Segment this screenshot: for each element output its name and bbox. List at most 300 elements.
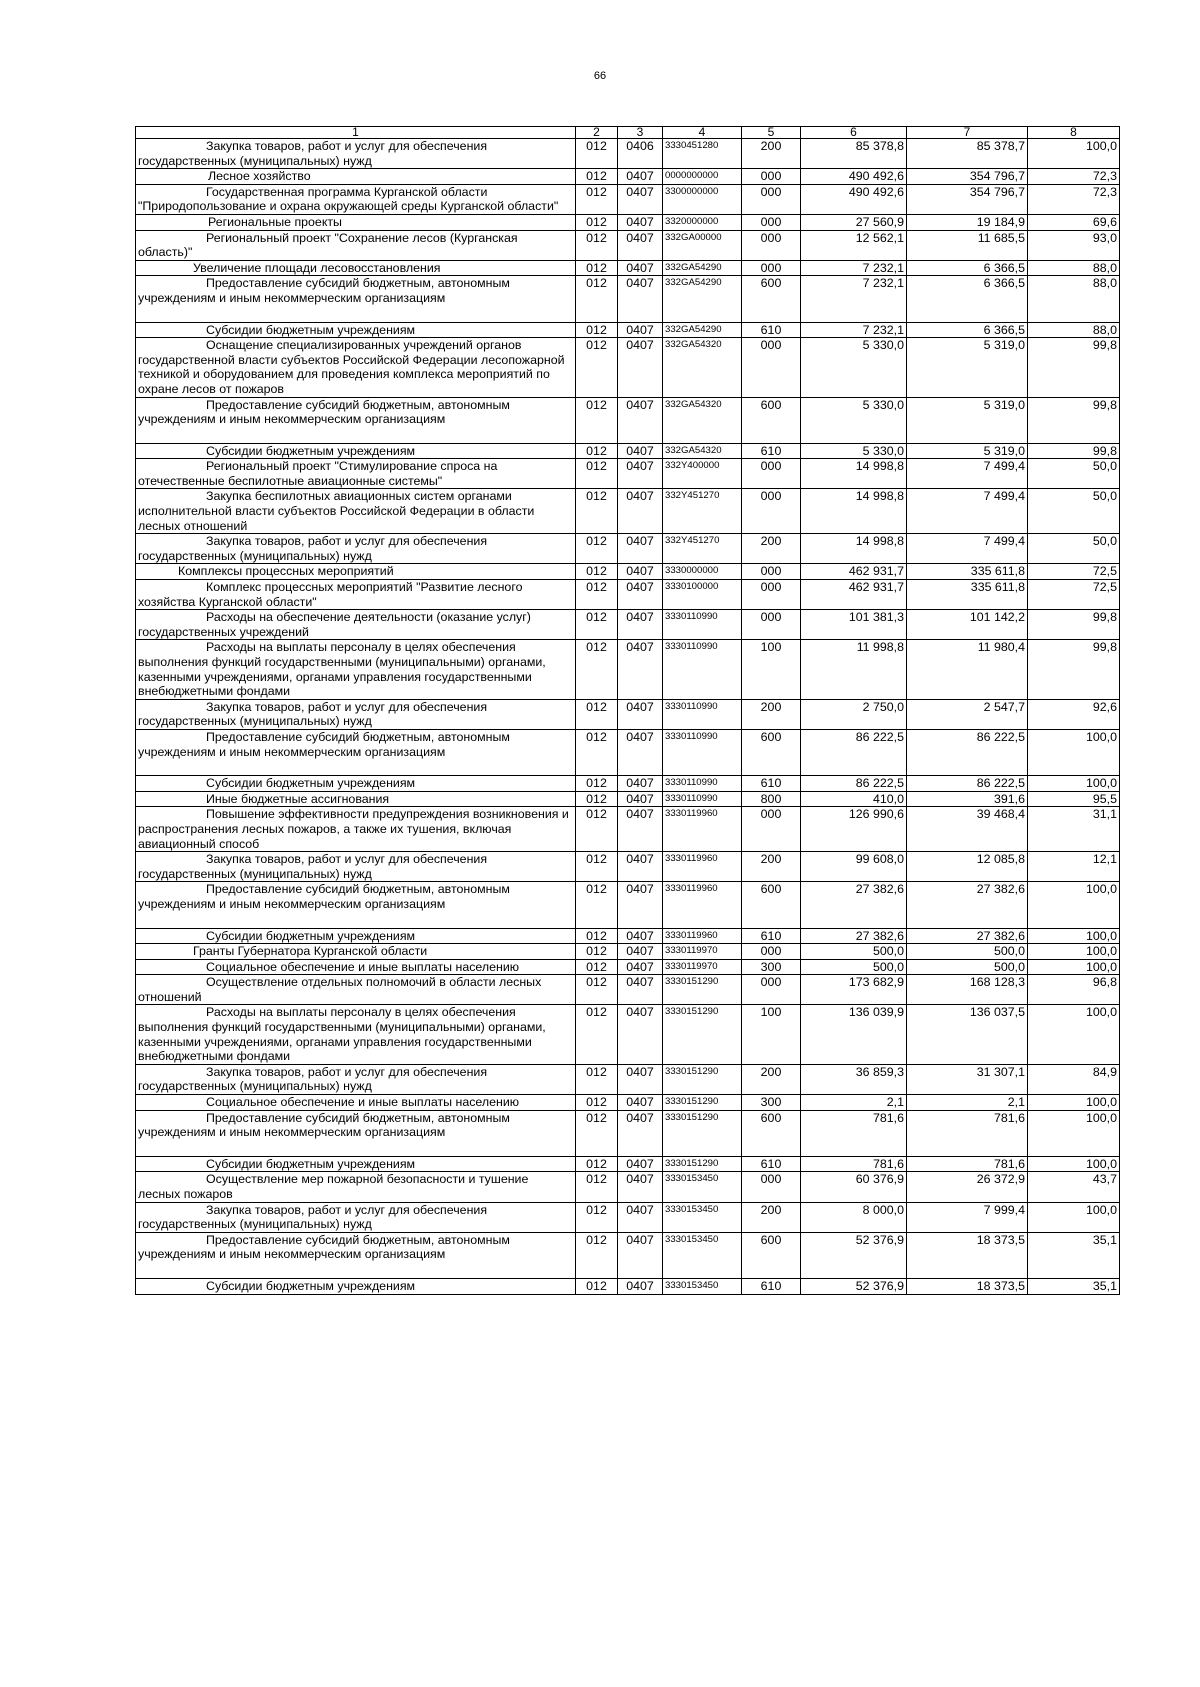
cell-c6: 52 376,9 [801, 1232, 907, 1278]
table-row [136, 534, 1120, 564]
cell-c8: 99,8 [1028, 397, 1120, 443]
cell-spacer [138, 306, 573, 322]
row-name-cell [136, 139, 576, 169]
table-row [136, 139, 1120, 169]
cell-c2: 012 [576, 338, 618, 397]
cell-c3: 0407 [618, 338, 663, 397]
cell-c5: 610 [742, 776, 801, 792]
cell-c2: 012 [576, 184, 618, 214]
table-row [136, 640, 1120, 699]
cell-c4: 3330451280 [663, 139, 742, 169]
row-name-cell [136, 882, 576, 928]
cell-c5: 200 [742, 852, 801, 882]
cell-c4: 3330110990 [663, 791, 742, 807]
cell-c5: 600 [742, 276, 801, 322]
cell-c6: 86 222,5 [801, 776, 907, 792]
cell-c4: 332Y451270 [663, 489, 742, 534]
cell-c3: 0407 [618, 1202, 663, 1232]
cell-c5: 000 [742, 610, 801, 640]
row-name-cell [136, 230, 576, 260]
cell-c7: 86 222,5 [907, 776, 1028, 792]
row-name-cell [136, 729, 576, 775]
row-name: Комплексы процессных мероприятий [178, 564, 394, 579]
row-name-cell [136, 959, 576, 975]
cell-c5: 610 [742, 928, 801, 944]
row-name-cell [136, 791, 576, 807]
cell-c5: 600 [742, 397, 801, 443]
cell-c4: 332GA54320 [663, 443, 742, 459]
cell-c7: 168 128,3 [907, 975, 1028, 1005]
cell-c6: 52 376,9 [801, 1278, 907, 1294]
row-name-cell [136, 1005, 576, 1064]
cell-c3: 0407 [618, 1232, 663, 1278]
cell-c2: 012 [576, 169, 618, 185]
cell-c3: 0407 [618, 791, 663, 807]
cell-c5: 300 [742, 959, 801, 975]
cell-c3: 0407 [618, 1095, 663, 1111]
cell-spacer [138, 1140, 573, 1156]
cell-c6: 2 750,0 [801, 699, 907, 729]
cell-c4: 3330151290 [663, 1064, 742, 1094]
row-name: Расходы на обеспечение деятельности (оказание услуг) государственных учреждений [138, 610, 531, 639]
cell-c5: 000 [742, 338, 801, 397]
cell-c4: 3330110990 [663, 699, 742, 729]
cell-c8: 100,0 [1028, 882, 1120, 928]
cell-c7: 136 037,5 [907, 1005, 1028, 1064]
row-name-cell [136, 489, 576, 534]
column-header: 2 [576, 127, 618, 139]
cell-c4: 3330100000 [663, 580, 742, 610]
row-name-cell [136, 214, 576, 230]
cell-c3: 0407 [618, 699, 663, 729]
cell-c2: 012 [576, 214, 618, 230]
column-header: 5 [742, 127, 801, 139]
cell-c8: 88,0 [1028, 260, 1120, 276]
cell-c5: 000 [742, 975, 801, 1005]
cell-c8: 50,0 [1028, 459, 1120, 489]
cell-c2: 012 [576, 1005, 618, 1064]
row-name-cell [136, 580, 576, 610]
cell-c3: 0407 [618, 1156, 663, 1172]
table-row [136, 214, 1120, 230]
cell-c7: 11 980,4 [907, 640, 1028, 699]
cell-c2: 012 [576, 489, 618, 534]
cell-c3: 0407 [618, 260, 663, 276]
cell-c4: 332Y400000 [663, 459, 742, 489]
cell-c5: 000 [742, 807, 801, 852]
cell-c5: 000 [742, 260, 801, 276]
cell-c8: 88,0 [1028, 322, 1120, 338]
cell-c4: 332GA54290 [663, 276, 742, 322]
row-name-cell [136, 1110, 576, 1156]
cell-c6: 27 560,9 [801, 214, 907, 230]
cell-c4: 3330000000 [663, 564, 742, 580]
cell-c3: 0407 [618, 975, 663, 1005]
cell-c8: 35,1 [1028, 1232, 1120, 1278]
cell-c6: 5 330,0 [801, 397, 907, 443]
cell-c2: 012 [576, 139, 618, 169]
row-name-cell [136, 1064, 576, 1094]
cell-c8: 96,8 [1028, 975, 1120, 1005]
row-name: Осуществление отдельных полномочий в области лесных отношений [138, 975, 542, 1004]
cell-c5: 000 [742, 214, 801, 230]
cell-c4: 3320000000 [663, 214, 742, 230]
row-name-cell [136, 1172, 576, 1202]
cell-c2: 012 [576, 230, 618, 260]
cell-c3: 0407 [618, 776, 663, 792]
cell-c8: 100,0 [1028, 1005, 1120, 1064]
cell-c5: 200 [742, 699, 801, 729]
cell-c3: 0407 [618, 214, 663, 230]
cell-c4: 3300000000 [663, 184, 742, 214]
cell-c5: 100 [742, 1005, 801, 1064]
table-row [136, 791, 1120, 807]
table-row [136, 1278, 1120, 1294]
cell-c7: 6 366,5 [907, 260, 1028, 276]
cell-spacer [138, 427, 573, 443]
cell-c8: 100,0 [1028, 1156, 1120, 1172]
cell-c3: 0407 [618, 230, 663, 260]
cell-c7: 781,6 [907, 1156, 1028, 1172]
row-name-cell [136, 443, 576, 459]
cell-c3: 0407 [618, 459, 663, 489]
cell-c6: 5 330,0 [801, 443, 907, 459]
cell-c2: 012 [576, 580, 618, 610]
cell-c4: 3330151290 [663, 1005, 742, 1064]
cell-c6: 27 382,6 [801, 928, 907, 944]
cell-c6: 781,6 [801, 1156, 907, 1172]
cell-c5: 000 [742, 169, 801, 185]
row-name: Предоставление субсидий бюджетным, автономным учреждениям и иным некоммерческим организациям [138, 1110, 510, 1140]
cell-c3: 0407 [618, 1064, 663, 1094]
cell-c8: 50,0 [1028, 534, 1120, 564]
cell-c6: 781,6 [801, 1110, 907, 1156]
table-row [136, 169, 1120, 185]
cell-c7: 5 319,0 [907, 338, 1028, 397]
cell-c4: 3330151290 [663, 1110, 742, 1156]
cell-c4: 3330110990 [663, 640, 742, 699]
table-row [136, 699, 1120, 729]
row-name-cell [136, 944, 576, 960]
row-name-cell [136, 169, 576, 185]
cell-c6: 99 608,0 [801, 852, 907, 882]
cell-c4: 0000000000 [663, 169, 742, 185]
table-row [136, 1232, 1120, 1278]
cell-c7: 391,6 [907, 791, 1028, 807]
cell-c6: 2,1 [801, 1095, 907, 1111]
cell-c5: 200 [742, 1064, 801, 1094]
cell-c3: 0407 [618, 944, 663, 960]
cell-c7: 6 366,5 [907, 276, 1028, 322]
cell-c5: 200 [742, 139, 801, 169]
row-name-cell [136, 1202, 576, 1232]
row-name-cell [136, 610, 576, 640]
cell-c5: 100 [742, 640, 801, 699]
table-row [136, 882, 1120, 928]
row-name: Субсидии бюджетным учреждениям [206, 322, 416, 337]
cell-c2: 012 [576, 640, 618, 699]
table-row [136, 489, 1120, 534]
cell-c4: 3330119960 [663, 852, 742, 882]
cell-c2: 012 [576, 322, 618, 338]
row-name-cell [136, 975, 576, 1005]
cell-c8: 100,0 [1028, 1095, 1120, 1111]
cell-c2: 012 [576, 928, 618, 944]
cell-c8: 100,0 [1028, 139, 1120, 169]
cell-c7: 7 499,4 [907, 489, 1028, 534]
cell-c5: 000 [742, 564, 801, 580]
cell-c8: 84,9 [1028, 1064, 1120, 1094]
cell-c6: 60 376,9 [801, 1172, 907, 1202]
column-header: 1 [136, 127, 576, 139]
row-name: Закупка товаров, работ и услуг для обеспечения государственных (муниципальных) нужд [138, 139, 488, 168]
row-name-cell [136, 699, 576, 729]
cell-c3: 0407 [618, 640, 663, 699]
cell-c4: 3330151290 [663, 1156, 742, 1172]
table-row [136, 322, 1120, 338]
cell-c5: 000 [742, 489, 801, 534]
cell-c5: 000 [742, 580, 801, 610]
cell-c3: 0407 [618, 1110, 663, 1156]
cell-c5: 600 [742, 1110, 801, 1156]
table-row [136, 1156, 1120, 1172]
cell-c2: 012 [576, 564, 618, 580]
cell-c7: 26 372,9 [907, 1172, 1028, 1202]
cell-c2: 012 [576, 443, 618, 459]
row-name: Закупка товаров, работ и услуг для обеспечения государственных (муниципальных) нужд [138, 1064, 488, 1094]
row-name: Предоставление субсидий бюджетным, автономным учреждениям и иным некоммерческим организациям [138, 397, 510, 427]
cell-c8: 100,0 [1028, 944, 1120, 960]
cell-spacer [138, 759, 573, 775]
cell-c2: 012 [576, 729, 618, 775]
cell-c5: 000 [742, 184, 801, 214]
cell-c4: 3330110990 [663, 776, 742, 792]
cell-c6: 410,0 [801, 791, 907, 807]
cell-c7: 2 547,7 [907, 699, 1028, 729]
cell-c2: 012 [576, 776, 618, 792]
cell-c7: 101 142,2 [907, 610, 1028, 640]
table-row [136, 975, 1120, 1005]
row-name: Региональный проект "Сохранение лесов (Курганская область)" [138, 230, 518, 260]
table-row [136, 807, 1120, 852]
cell-c2: 012 [576, 1095, 618, 1111]
cell-c8: 100,0 [1028, 928, 1120, 944]
row-name-cell [136, 807, 576, 852]
cell-c6: 86 222,5 [801, 729, 907, 775]
row-name-cell [136, 534, 576, 564]
row-name: Расходы на выплаты персоналу в целях обеспечения выполнения функций государственными (муниципальными) органами, казенными учреждениями, органами управления государственными внебюджетными фондами [138, 640, 546, 699]
cell-c7: 85 378,7 [907, 139, 1028, 169]
cell-c5: 600 [742, 1232, 801, 1278]
cell-c8: 92,6 [1028, 699, 1120, 729]
cell-c6: 462 931,7 [801, 580, 907, 610]
cell-c7: 500,0 [907, 959, 1028, 975]
cell-spacer [138, 912, 573, 928]
cell-c7: 354 796,7 [907, 169, 1028, 185]
table-row [136, 776, 1120, 792]
cell-c4: 332GA54320 [663, 397, 742, 443]
cell-c6: 500,0 [801, 959, 907, 975]
cell-c6: 7 232,1 [801, 260, 907, 276]
cell-c4: 3330119960 [663, 928, 742, 944]
cell-c8: 43,7 [1028, 1172, 1120, 1202]
cell-c7: 27 382,6 [907, 928, 1028, 944]
column-header: 3 [618, 127, 663, 139]
row-name: Региональные проекты [208, 214, 342, 229]
row-name-cell [136, 564, 576, 580]
cell-c3: 0407 [618, 610, 663, 640]
cell-c2: 012 [576, 397, 618, 443]
cell-c4: 3330153450 [663, 1278, 742, 1294]
row-name: Закупка товаров, работ и услуг для обеспечения государственных (муниципальных) нужд [138, 699, 488, 729]
cell-c4: 3330119970 [663, 944, 742, 960]
cell-c2: 012 [576, 276, 618, 322]
cell-c8: 99,8 [1028, 610, 1120, 640]
cell-c6: 126 990,6 [801, 807, 907, 852]
cell-c8: 95,5 [1028, 791, 1120, 807]
row-name-cell [136, 184, 576, 214]
cell-c6: 14 998,8 [801, 459, 907, 489]
cell-c8: 100,0 [1028, 1110, 1120, 1156]
cell-c7: 781,6 [907, 1110, 1028, 1156]
cell-c8: 72,3 [1028, 169, 1120, 185]
cell-c5: 000 [742, 230, 801, 260]
cell-c4: 3330151290 [663, 1095, 742, 1111]
cell-c2: 012 [576, 791, 618, 807]
cell-c7: 6 366,5 [907, 322, 1028, 338]
cell-c2: 012 [576, 459, 618, 489]
cell-c3: 0407 [618, 443, 663, 459]
table-header-row [136, 127, 1120, 139]
row-name-cell [136, 640, 576, 699]
row-name: Лесное хозяйство [208, 169, 311, 184]
cell-c6: 173 682,9 [801, 975, 907, 1005]
row-name: Субсидии бюджетным учреждениям [206, 776, 416, 791]
cell-c7: 354 796,7 [907, 184, 1028, 214]
row-name: Субсидии бюджетным учреждениям [206, 1156, 416, 1171]
cell-c7: 2,1 [907, 1095, 1028, 1111]
cell-c2: 012 [576, 1110, 618, 1156]
cell-c8: 12,1 [1028, 852, 1120, 882]
cell-c6: 101 381,3 [801, 610, 907, 640]
table-row [136, 564, 1120, 580]
cell-c7: 7 499,4 [907, 534, 1028, 564]
cell-c8: 99,8 [1028, 443, 1120, 459]
table-row [136, 276, 1120, 322]
cell-c3: 0407 [618, 729, 663, 775]
cell-c3: 0407 [618, 322, 663, 338]
cell-c8: 35,1 [1028, 1278, 1120, 1294]
table-row [136, 260, 1120, 276]
cell-c5: 610 [742, 1156, 801, 1172]
row-name-cell [136, 276, 576, 322]
row-name: Повышение эффективности предупреждения возникновения и распространения лесных пожаров, а также их тушения, включая авиационный способ [138, 807, 569, 851]
row-name: Предоставление субсидий бюджетным, автономным учреждениям и иным некоммерческим организациям [138, 882, 510, 911]
cell-c7: 7 999,4 [907, 1202, 1028, 1232]
cell-c4: 3330110990 [663, 729, 742, 775]
table-row [136, 1064, 1120, 1094]
table-row [136, 1095, 1120, 1111]
cell-c5: 600 [742, 729, 801, 775]
table-row [136, 729, 1120, 775]
table-row [136, 338, 1120, 397]
cell-c3: 0407 [618, 928, 663, 944]
row-name-cell [136, 776, 576, 792]
cell-c6: 27 382,6 [801, 882, 907, 928]
cell-c8: 88,0 [1028, 276, 1120, 322]
cell-c2: 012 [576, 1278, 618, 1294]
cell-c6: 14 998,8 [801, 534, 907, 564]
cell-c6: 7 232,1 [801, 276, 907, 322]
row-name: Субсидии бюджетным учреждениям [206, 443, 416, 458]
table-row [136, 1005, 1120, 1064]
cell-c5: 300 [742, 1095, 801, 1111]
cell-c2: 012 [576, 1156, 618, 1172]
column-header: 8 [1028, 127, 1120, 139]
table-row [136, 397, 1120, 443]
row-name-cell [136, 1156, 576, 1172]
table-row [136, 1202, 1120, 1232]
row-name-cell [136, 322, 576, 338]
row-name: Предоставление субсидий бюджетным, автономным учреждениям и иным некоммерческим организациям [138, 276, 510, 305]
row-name: Региональный проект "Стимулирование спроса на отечественные беспилотные авиационные системы" [138, 459, 498, 488]
cell-c7: 5 319,0 [907, 397, 1028, 443]
cell-c6: 462 931,7 [801, 564, 907, 580]
cell-c6: 136 039,9 [801, 1005, 907, 1064]
cell-c6: 14 998,8 [801, 489, 907, 534]
cell-c8: 72,5 [1028, 580, 1120, 610]
cell-c8: 72,5 [1028, 564, 1120, 580]
cell-c3: 0406 [618, 139, 663, 169]
row-name: Оснащение специализированных учреждений органов государственной власти субъектов Российской Федерации лесопожарной техникой и оборудованием для проведения комплекса мероприятий по охране лесов от пожаров [138, 338, 565, 396]
cell-c7: 86 222,5 [907, 729, 1028, 775]
cell-c3: 0407 [618, 169, 663, 185]
table-row [136, 944, 1120, 960]
row-name-cell [136, 338, 576, 397]
cell-c2: 012 [576, 534, 618, 564]
cell-c7: 19 184,9 [907, 214, 1028, 230]
cell-c3: 0407 [618, 1278, 663, 1294]
cell-c2: 012 [576, 882, 618, 928]
cell-c4: 3330153450 [663, 1232, 742, 1278]
cell-c2: 012 [576, 699, 618, 729]
cell-c6: 490 492,6 [801, 184, 907, 214]
cell-c3: 0407 [618, 1172, 663, 1202]
cell-c3: 0407 [618, 184, 663, 214]
cell-c6: 500,0 [801, 944, 907, 960]
row-name: Комплекс процессных мероприятий "Развитие лесного хозяйства Курганской области" [138, 580, 523, 609]
cell-c7: 12 085,8 [907, 852, 1028, 882]
table-row [136, 852, 1120, 882]
cell-c3: 0407 [618, 807, 663, 852]
row-name-cell [136, 928, 576, 944]
cell-c5: 200 [742, 534, 801, 564]
cell-c5: 610 [742, 443, 801, 459]
cell-c4: 3330119960 [663, 807, 742, 852]
cell-c7: 500,0 [907, 944, 1028, 960]
row-name-cell [136, 260, 576, 276]
cell-c7: 335 611,8 [907, 564, 1028, 580]
cell-c3: 0407 [618, 959, 663, 975]
row-name: Закупка товаров, работ и услуг для обеспечения государственных (муниципальных) нужд [138, 534, 488, 563]
cell-c2: 012 [576, 852, 618, 882]
row-name-cell [136, 1232, 576, 1278]
table-row [136, 580, 1120, 610]
cell-c7: 11 685,5 [907, 230, 1028, 260]
cell-c7: 5 319,0 [907, 443, 1028, 459]
row-name-cell [136, 459, 576, 489]
cell-c6: 5 330,0 [801, 338, 907, 397]
